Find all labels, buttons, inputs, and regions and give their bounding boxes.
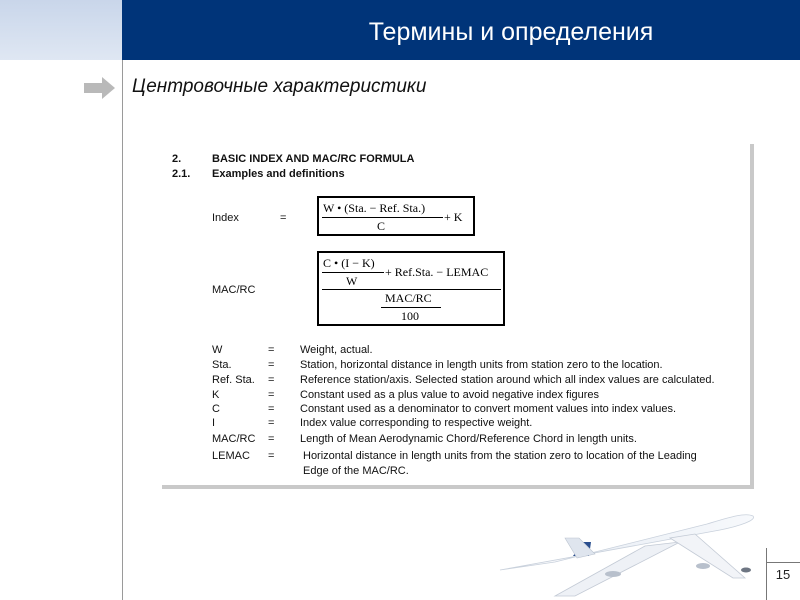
definition-equals: = bbox=[268, 344, 275, 356]
definition-text: Constant used as a plus value to avoid negative index figures bbox=[300, 389, 600, 401]
airplane-illustration bbox=[495, 508, 765, 600]
mac-formula bbox=[317, 251, 505, 326]
header-corner-block bbox=[0, 0, 122, 60]
section-number: 2. bbox=[172, 153, 182, 165]
mac-top-numerator: C • (I − K) bbox=[323, 256, 375, 270]
definition-text: Horizontal distance in length units from the station zero to location of the Leading bbox=[303, 450, 697, 462]
definition-term: K bbox=[212, 389, 220, 401]
definition-continuation: Edge of the MAC/RC. bbox=[303, 465, 409, 477]
index-numerator: W • (Sta. − Ref. Sta.) bbox=[323, 201, 426, 215]
definition-text: Constant used as a denominator to convert moment values into index values. bbox=[300, 403, 677, 415]
definition-equals: = bbox=[268, 374, 275, 386]
definition-term: Ref. Sta. bbox=[212, 374, 255, 386]
mac-bottom-numerator: MAC/RC bbox=[385, 291, 432, 305]
left-divider-line bbox=[122, 60, 123, 600]
definition-equals: = bbox=[268, 403, 275, 415]
slide-title: Термины и определения bbox=[368, 17, 654, 46]
definition-term: LEMAC bbox=[212, 450, 250, 462]
section-title: BASIC INDEX AND MAC/RC FORMULA bbox=[212, 153, 415, 165]
index-constant: + K bbox=[444, 210, 463, 224]
mac-label: MAC/RC bbox=[212, 284, 256, 296]
definition-equals: = bbox=[268, 389, 275, 401]
main-fraction-line bbox=[322, 289, 501, 290]
fraction-line bbox=[322, 217, 443, 218]
definition-equals: = bbox=[268, 417, 275, 429]
mac-top-denominator: W bbox=[346, 274, 358, 288]
page-number: 15 bbox=[775, 567, 791, 582]
definition-term: W bbox=[212, 344, 223, 356]
fraction-line bbox=[322, 272, 384, 273]
subsection-number: 2.1. bbox=[172, 168, 191, 180]
definition-term: MAC/RC bbox=[212, 433, 256, 445]
mac-bottom-denominator: 100 bbox=[401, 309, 419, 323]
definition-equals: = bbox=[268, 450, 275, 462]
definition-text: Length of Mean Aerodynamic Chord/Reference Chord in length units. bbox=[300, 433, 637, 445]
definition-equals: = bbox=[268, 359, 275, 371]
mac-top-tail: + Ref.Sta. − LEMAC bbox=[385, 265, 489, 279]
page-number-divider bbox=[766, 562, 800, 563]
index-denominator: C bbox=[377, 219, 386, 233]
subsection-title: Examples and definitions bbox=[212, 168, 345, 180]
definition-term: C bbox=[212, 403, 220, 415]
index-label: Index bbox=[212, 212, 239, 224]
document-image bbox=[158, 140, 750, 485]
definition-term: Sta. bbox=[212, 359, 232, 371]
definition-text: Station, horizontal distance in length units from station zero to the location. bbox=[300, 359, 663, 371]
definition-text: Index value corresponding to respective weight. bbox=[300, 417, 533, 429]
definition-text: Reference station/axis. Selected station around which all index values are calculated. bbox=[300, 374, 715, 386]
definition-term: I bbox=[212, 417, 216, 429]
index-formula bbox=[317, 196, 475, 236]
fraction-line bbox=[381, 307, 441, 308]
index-equals: = bbox=[280, 212, 287, 224]
slide-subtitle: Центровочные характеристики bbox=[132, 76, 427, 97]
arrow-right-icon bbox=[84, 76, 116, 100]
definition-equals: = bbox=[268, 433, 275, 445]
definition-text: Weight, actual. bbox=[300, 344, 373, 356]
